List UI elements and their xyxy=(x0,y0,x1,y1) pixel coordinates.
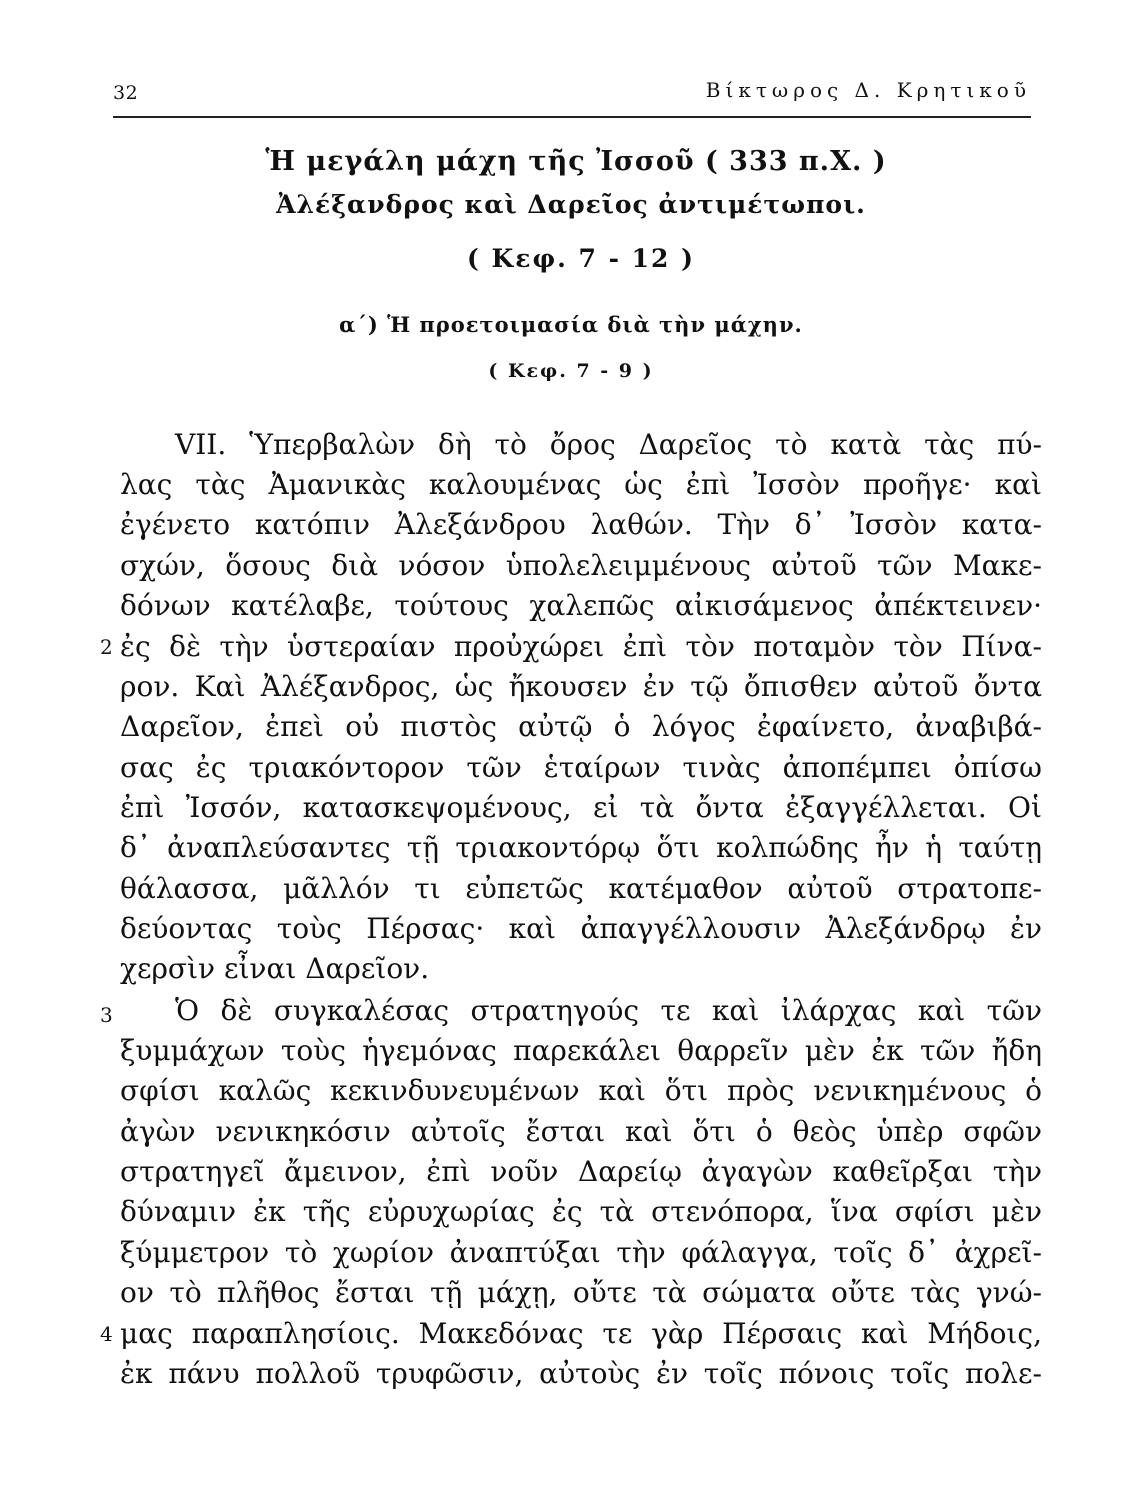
text-line: ἐγένετο κατόπιν Ἀλεξάνδρου λαθών. Τὴν δ᾽ Ἰσσὸν κατα- xyxy=(120,508,1042,541)
margin-paragraph-number: 4 xyxy=(100,1322,113,1346)
text-line: ἀγὼν νενικηκόσιν αὐτοῖς ἔσται καὶ ὅτι ὁ θεὸς ὑπὲρ σφῶν xyxy=(120,1115,1042,1148)
text-line: λας τὰς Ἀμανικὰς καλουμένας ὡς ἐπὶ Ἰσσὸν προῆγε· καὶ xyxy=(120,468,1042,501)
text-line: σας ἐς τριακόντορον τῶν ἑταίρων τινὰς ἀποπέμπει ὀπίσω xyxy=(120,751,1042,784)
page-number: 32 xyxy=(113,82,139,104)
text-line: ξυμμάχων τοὺς ἡγεμόνας παρεκάλει θαρρεῖν μὲν ἐκ τῶν ἤδη xyxy=(120,1034,1042,1067)
text-line: δεύοντας τοὺς Πέρσας· καὶ ἀπαγγέλλουσιν Ἀλεξάνδρῳ ἐν xyxy=(120,912,1042,945)
section-title: α΄) Ἡ προετοιμασία διὰ τὴν μάχην. xyxy=(339,312,803,337)
text-line: χερσὶν εἶναι Δαρεῖον. xyxy=(120,952,430,985)
text-line: Ὁ δὲ συγκαλέσας στρατηγούς τε καὶ ἰλάρχας καὶ τῶν xyxy=(175,994,1042,1027)
section-range: ( Κεφ. 7 - 9 ) xyxy=(488,360,654,382)
text-line: δύναμιν ἐκ τῆς εὐρυχωρίας ἐς τὰ στενόπορα, ἵνα σφίσι μὲν xyxy=(120,1195,1042,1228)
text-line: θάλασσα, μᾶλλόν τι εὐπετῶς κατέμαθον αὐτοῦ στρατοπε- xyxy=(120,872,1042,905)
margin-paragraph-number: 3 xyxy=(100,1003,113,1027)
text-line: στρατηγεῖ ἄμεινον, ἐπὶ νοῦν Δαρείῳ ἀγαγὼν καθεῖρξαι τὴν xyxy=(120,1155,1042,1188)
chapter-subtitle: Ἀλέξανδρος καὶ Δαρεῖος ἀντιμέτωποι. xyxy=(276,190,866,219)
text-line: σφίσι καλῶς κεκινδυνευμένων καὶ ὅτι πρὸς νενικημένους ὁ xyxy=(120,1074,1042,1107)
text-line: δ᾽ ἀναπλεύσαντες τῇ τριακοντόρῳ ὅτι κολπώδης ἦν ἡ ταύτῃ xyxy=(120,831,1042,864)
text-line: Δαρεῖον, ἐπεὶ οὐ πιστὸς αὐτῷ ὁ λόγος ἐφαίνετο, ἀναβιβά- xyxy=(120,710,1042,743)
text-line: ρον. Καὶ Ἀλέξανδρος, ὡς ἤκουσεν ἐν τῷ ὄπισθεν αὐτοῦ ὄντα xyxy=(120,670,1042,703)
chapter-range: ( Κεφ. 7 - 12 ) xyxy=(467,244,695,273)
text-line: μας παραπλησίοις. Μακεδόνας τε γὰρ Πέρσαις καὶ Μήδοις, xyxy=(120,1317,1042,1350)
text-line: ξύμμετρον τὸ χωρίον ἀναπτύξαι τὴν φάλαγγα, τοῖς δ᾽ ἀχρεῖ- xyxy=(120,1236,1042,1269)
margin-paragraph-number: 2 xyxy=(100,635,113,659)
text-line: σχών, ὅσους διὰ νόσον ὑπολελειμμένους αὐτοῦ τῶν Μακε- xyxy=(120,549,1042,582)
text-line: δόνων κατέλαβε, τούτους χαλεπῶς αἰκισάμενος ἀπέκτεινεν· xyxy=(120,589,1042,622)
text-line: ον τὸ πλῆθος ἔσται τῇ μάχῃ, οὔτε τὰ σώματα οὔτε τὰς γνώ- xyxy=(120,1276,1042,1309)
text-line: VII. Ὑπερβαλὼν δὴ τὸ ὄρος Δαρεῖος τὸ κατὰ τὰς πύ- xyxy=(175,428,1042,461)
text-line: ἐς δὲ τὴν ὑστεραίαν προὐχώρει ἐπὶ τὸν ποταμὸν τὸν Πίνα- xyxy=(120,630,1042,663)
text-line: ἐπὶ Ἰσσόν, κατασκεψομένους, εἰ τὰ ὄντα ἐξαγγέλλεται. Οἱ xyxy=(120,791,1042,824)
text-line: ἐκ πάνυ πολλοῦ τρυφῶσιν, αὐτοὺς ἐν τοῖς πόνοις τοῖς πολε- xyxy=(120,1357,1042,1390)
chapter-title: Ἡ μεγάλη μάχη τῆς Ἰσσοῦ ( 333 π.Χ. ) xyxy=(265,146,887,177)
running-head: Βίκτωρος Δ. Κρητικοῦ xyxy=(705,78,1031,102)
